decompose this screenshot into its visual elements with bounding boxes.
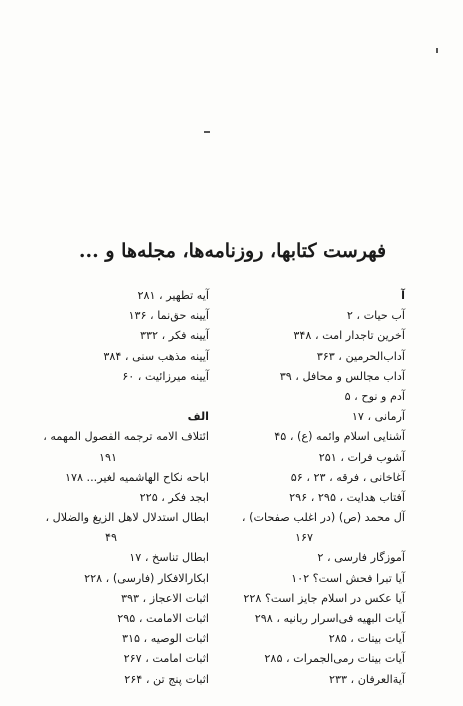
index-entry: اثبات الوصیه ، ۳۱۵ bbox=[121, 632, 209, 646]
index-entry: آغاخانی ، فرقه ، ۲۳ ، ۵۶ bbox=[290, 470, 405, 484]
section-letter-heading: آ bbox=[401, 289, 405, 302]
index-entry: ۱۹۱ bbox=[98, 450, 117, 464]
index-entry: اثبات پنج تن ، ۲۶۴ bbox=[124, 672, 209, 686]
section-letter-heading: الف bbox=[187, 410, 209, 424]
index-entry: آیینه میرزائیت ، ۶۰ bbox=[122, 369, 209, 383]
index-column-right bbox=[220, 286, 405, 690]
index-entry: اثبات امامت ، ۲۶۷ bbox=[123, 652, 209, 666]
index-entry: اثبات الاعجاز ، ۳۹۳ bbox=[120, 591, 209, 605]
index-entry: آشنایی اسلام وائمه (ع) ، ۴۵ bbox=[274, 430, 405, 444]
index-entry: آموزگار فارسی ، ۲ bbox=[317, 551, 405, 565]
index-entry: آشوب فرات ، ۲۵۱ bbox=[318, 450, 405, 464]
print-speck bbox=[204, 131, 210, 133]
index-entry: ابطال استدلال لاهل الزیغ والضلال ، bbox=[45, 511, 209, 525]
index-entry: ۱۶۷ bbox=[294, 531, 313, 545]
index-column-left bbox=[4, 286, 209, 690]
index-entry: آیینه فکر ، ۳۳۲ bbox=[140, 329, 209, 343]
index-entry: آل محمد (ص) (در اغلب صفحات) ، bbox=[241, 511, 405, 525]
index-entry: ابکارالافکار (فارسی) ، ۲۲۸ bbox=[84, 571, 209, 585]
index-entry: آب حیات ، ۲ bbox=[346, 309, 405, 323]
index-entry: آیات بینات رمی‌الجمرات ، ۲۸۵ bbox=[264, 652, 405, 666]
index-entry: آیة‌العرفان ، ۲۳۳ bbox=[328, 672, 405, 686]
index-entry: آخرین تاجدار امت ، ۳۴۸ bbox=[293, 329, 405, 343]
index-entry: آدم و نوح ، ۵ bbox=[344, 389, 405, 403]
index-entry: آداب‌الحرمین ، ۳۶۳ bbox=[316, 349, 405, 363]
index-entry: آرمانی ، ۱۷ bbox=[351, 410, 405, 424]
index-entry: آداب مجالس و محافل ، ۳۹ bbox=[279, 369, 405, 383]
index-entry: آیات البهیه فی‌اسرار ربانیه ، ۲۹۸ bbox=[254, 612, 405, 625]
index-entry: آفتاب هدایت ، ۲۹۵ ، ۲۹۶ bbox=[289, 490, 405, 504]
index-entry: ۴۹ bbox=[104, 531, 117, 545]
index-entry: آیا تبرا فحش است؟ ۱۰۲ bbox=[291, 571, 405, 585]
index-entry: آیات بینات ، ۲۸۵ bbox=[328, 632, 405, 646]
index-entry: آیینه مذهب سنی ، ۳۸۴ bbox=[103, 349, 209, 363]
blank-line bbox=[4, 387, 209, 407]
index-entry: ائتلاف الامه ترجمه الفصول المهمه ، bbox=[43, 430, 209, 444]
print-speck bbox=[436, 48, 438, 53]
index-entry: آیینه حق‌نما ، ۱۳۶ bbox=[128, 309, 209, 323]
index-entry: آیا عکس در اسلام جایز است؟ ۲۲۸ bbox=[243, 591, 405, 605]
index-entry: آیه تطهیر ، ۲۸۱ bbox=[137, 289, 209, 302]
index-entry: ابطال تناسخ ، ۱۷ bbox=[129, 551, 209, 565]
index-entry: اباحه نکاح الهاشمیه لغیر... ۱۷۸ bbox=[64, 470, 209, 484]
index-entry: اثبات الامامت ، ۲۹۵ bbox=[117, 612, 209, 625]
index-entry: ابجد فکر ، ۲۲۵ bbox=[139, 490, 209, 504]
index-title: فهرست کتابها، روزنامه‌ها، مجله‌ها و ... bbox=[78, 240, 387, 262]
